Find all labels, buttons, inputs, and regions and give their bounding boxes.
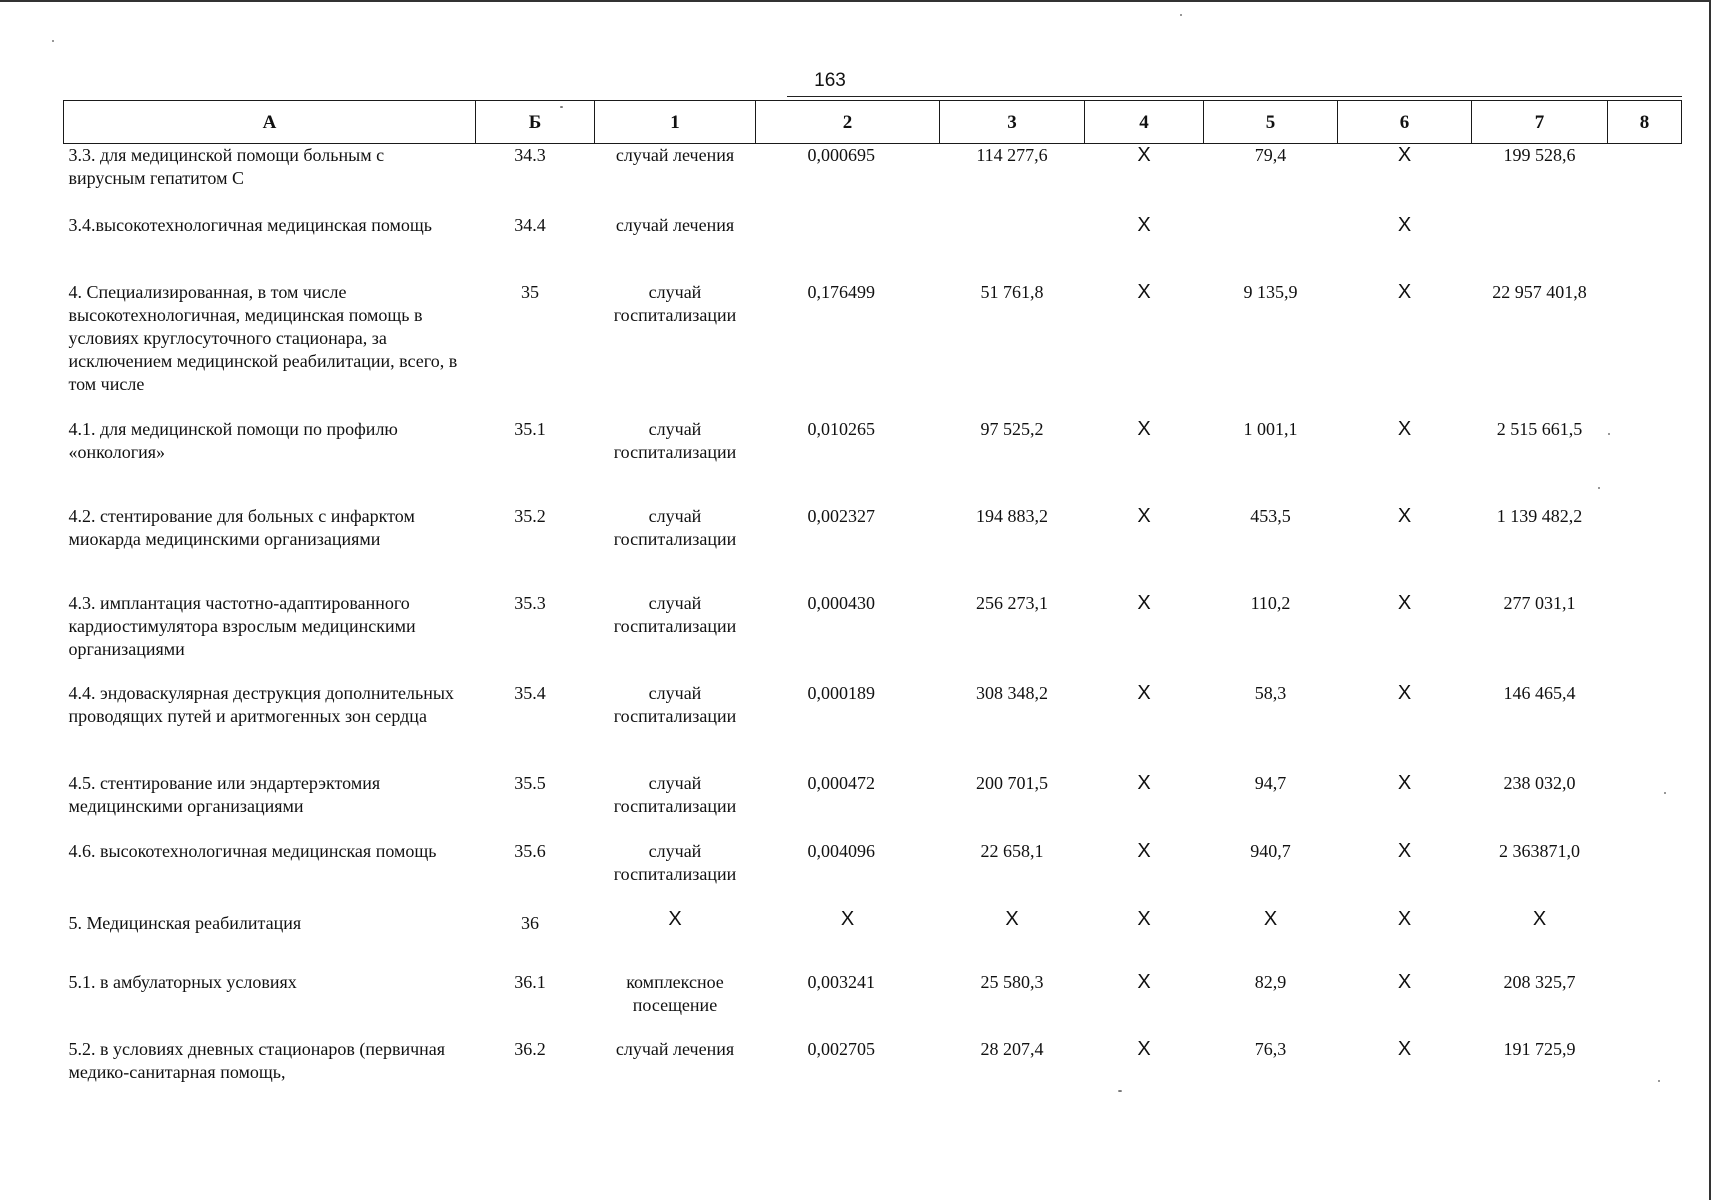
row-col4: Х [1137,839,1151,862]
row-col2: 0,000430 [807,592,875,613]
row-col5: 1 001,1 [1243,418,1298,439]
row-unit: случай госпитализации [613,418,737,462]
row-col7: 22 957 401,8 [1492,281,1587,302]
row-unit: случай лечения [615,145,735,165]
row-col5: 453,5 [1250,505,1291,526]
table-row [64,1038,1682,1098]
row-col3: 200 701,5 [976,772,1048,793]
row-unit: случай лечения [615,214,735,235]
row-col6: Х [1397,417,1412,440]
scan-speck [1658,1080,1660,1082]
row-col7: Х [1532,907,1547,930]
row-unit: случай лечения [615,1038,735,1059]
row-col2 [756,214,940,281]
row-code: 35.1 [514,418,546,439]
table-row [64,505,1682,592]
row-col8 [1608,971,1682,1038]
row-col7: 2 363871,0 [1499,840,1580,861]
table-row [64,908,1682,971]
row-col6: Х [1397,771,1412,794]
column-header-3: 3 [940,101,1085,144]
row-code: 35.4 [514,682,546,703]
row-col3: Х [1005,907,1019,930]
row-name: 5.2. в условиях дневных стационаров (первичная медико-санитарная помощь, [68,1038,446,1082]
row-col8 [1608,144,1682,214]
row-col3: 22 658,1 [980,840,1044,861]
row-name: 3.4.высокотехнологичная медицинская помощь [68,214,432,235]
header-rule [787,96,1682,97]
row-col2: 0,003241 [807,971,875,992]
row-col5: Х [1263,907,1278,930]
row-col5: 76,3 [1254,1038,1287,1059]
row-col8 [1608,908,1682,971]
table-header [64,101,1682,144]
column-header-2: 2 [756,101,940,144]
scan-speck [1118,1090,1122,1092]
row-col4: Х [1137,417,1151,440]
row-col4: Х [1137,907,1151,930]
row-col8 [1608,840,1682,908]
row-col3: 51 761,8 [980,281,1044,302]
row-name: 4.3. имплантация частотно-адаптированного кардиостимулятора взрослым медицинскими организациями [68,592,416,659]
row-unit: случай госпитализации [613,772,737,816]
row-unit: случай госпитализации [613,840,737,884]
row-col8 [1608,1038,1682,1098]
row-col7 [1472,214,1608,281]
page-number: 163 [814,70,846,91]
column-header-5: 5 [1204,101,1338,144]
row-col3: 97 525,2 [980,418,1044,439]
table-row [64,772,1682,840]
row-col6: Х [1397,213,1412,236]
row-col4: Х [1137,144,1151,166]
row-code: 35.3 [514,592,546,613]
row-col2: Х [840,907,855,930]
row-col4: Х [1137,213,1151,236]
row-col4: Х [1137,504,1151,527]
row-col5: 82,9 [1254,971,1287,992]
row-name: 4.2. стентирование для больных с инфарктом миокарда медицинскими организациями [68,505,415,549]
column-header-1: 1 [595,101,756,144]
row-col3: 114 277,6 [976,145,1048,165]
row-col5: 940,7 [1250,840,1291,861]
row-name: 4.1. для медицинской помощи по профилю «онкология» [68,418,398,462]
row-col7: 191 725,9 [1503,1038,1576,1059]
row-unit: комплексное посещение [626,971,724,1015]
table-row [64,592,1682,682]
table-row [64,281,1682,418]
column-header-8: 8 [1608,101,1682,144]
row-col5 [1204,214,1338,281]
scan-speck [1598,487,1600,489]
row-col8 [1608,772,1682,840]
row-col4: Х [1137,280,1151,303]
table-row [64,214,1682,281]
row-unit: случай госпитализации [613,281,737,325]
row-code: 34.4 [514,214,546,235]
row-code: 34.3 [514,145,546,165]
table-row [64,682,1682,772]
row-col6: Х [1397,591,1412,614]
column-header-a: А [64,101,476,144]
row-col8 [1608,505,1682,592]
column-header-6: 6 [1338,101,1472,144]
row-col6: Х [1397,970,1412,993]
row-col8 [1608,214,1682,281]
row-col2: 0,000189 [807,682,875,703]
row-col3 [940,214,1085,281]
row-col3: 25 580,3 [980,971,1044,992]
row-name: 4. Специализированная, в том числе высокотехнологичная, медицинская помощь в условиях круглосуточного стационара, за исключением медицинской реабилитации, всего, в том числе [68,281,458,394]
row-col7: 277 031,1 [1503,592,1576,613]
row-col6: Х [1397,1037,1412,1060]
scan-speck [52,40,54,42]
row-col7: 208 325,7 [1503,971,1576,992]
row-col2: 0,002327 [807,505,875,526]
row-col4: Х [1137,591,1151,614]
row-col8 [1608,281,1682,418]
row-name: 4.4. эндоваскулярная деструкция дополнительных проводящих путей и аритмогенных зон сердца [68,682,454,726]
row-code: 35.5 [514,772,546,793]
row-code: 35.2 [514,505,546,526]
row-code: 35.6 [514,840,546,861]
scan-speck [1664,792,1666,794]
row-col4: Х [1137,771,1151,794]
row-col7: 146 465,4 [1503,682,1576,703]
row-col5: 9 135,9 [1243,281,1298,302]
scan-speck [1180,14,1182,16]
row-code: 36.2 [514,1038,546,1059]
row-col2: 0,010265 [807,418,875,439]
column-header-7: 7 [1472,101,1608,144]
row-col2: 0,176499 [807,281,875,302]
scan-frame-top [0,0,1711,2]
header-row [64,101,1682,144]
column-header-b: Б [476,101,595,144]
row-col3: 194 883,2 [976,505,1048,526]
row-name: 5. Медицинская реабилитация [68,912,302,933]
row-col5: 94,7 [1254,772,1287,793]
row-unit: случай госпитализации [613,682,737,726]
row-col7: 238 032,0 [1503,772,1576,793]
column-header-4: 4 [1085,101,1204,144]
row-col6: Х [1397,280,1412,303]
row-name: 3.3. для медицинской помощи больным с вирусным гепатитом С [68,145,385,188]
row-unit: случай госпитализации [613,592,737,636]
row-col3: 28 207,4 [980,1038,1044,1059]
row-code: 36.1 [514,971,546,992]
row-col5: 79,4 [1254,145,1287,165]
scan-speck [1608,433,1610,435]
table-row [64,418,1682,505]
row-col4: Х [1137,1037,1151,1060]
row-col3: 256 273,1 [976,592,1048,613]
row-col6: Х [1397,144,1412,166]
row-col7: 199 528,6 [1503,145,1576,165]
row-col6: Х [1397,839,1412,862]
row-col8 [1608,592,1682,682]
row-col2: 0,002705 [807,1038,875,1059]
row-code: 35 [521,281,539,302]
row-col7: 2 515 661,5 [1496,418,1583,439]
row-code: 36 [521,912,539,933]
scan-speck [560,106,563,108]
table-row [64,840,1682,908]
row-col4: Х [1137,681,1151,704]
row-col7: 1 139 482,2 [1496,505,1583,526]
row-col8 [1608,418,1682,505]
row-col5: 58,3 [1254,682,1287,703]
tariff-table [63,100,1682,1098]
row-unit: Х [668,907,682,930]
row-col5: 110,2 [1250,592,1291,613]
row-unit: случай госпитализации [613,505,737,549]
row-col2: 0,004096 [807,840,875,861]
row-col6: Х [1397,907,1412,930]
row-name: 5.1. в амбулаторных условиях [68,971,297,992]
row-name: 4.5. стентирование или эндартерэктомия медицинскими организациями [68,772,381,816]
row-col2: 0,000695 [807,145,875,165]
row-col4: Х [1137,970,1151,993]
row-col8 [1608,682,1682,772]
row-col2: 0,000472 [807,772,875,793]
table-row [64,971,1682,1038]
row-col6: Х [1397,681,1412,704]
row-col6: Х [1397,504,1412,527]
row-name: 4.6. высокотехнологичная медицинская помощь [68,840,437,861]
table-row [64,144,1682,214]
table-body [64,144,1682,1098]
row-col3: 308 348,2 [976,682,1048,703]
